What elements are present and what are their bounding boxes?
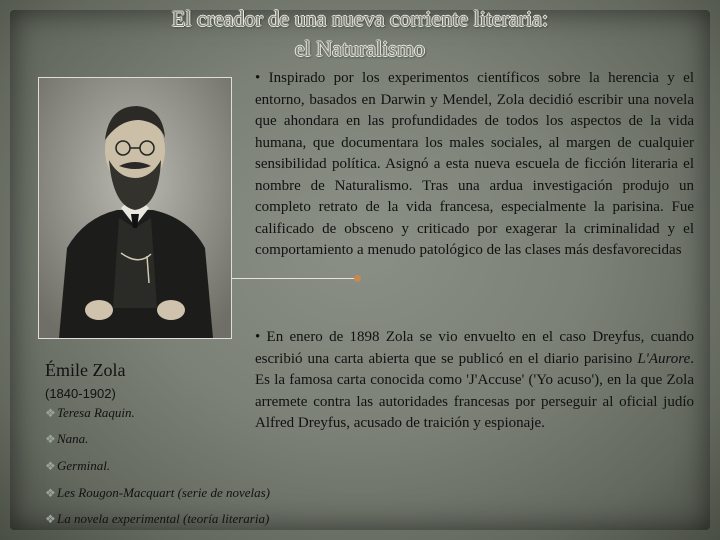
work-item — [45, 431, 88, 447]
work-title: La novela experimental (teoría literaria) — [57, 511, 270, 526]
work-item — [45, 405, 135, 421]
author-dates: (1840-1902) — [45, 386, 116, 401]
title-line-1: El creador de una nueva corriente literaria: — [171, 6, 549, 31]
work-item — [45, 485, 270, 501]
title-line-2: el Naturalismo — [294, 36, 426, 61]
portrait-photo — [38, 77, 232, 339]
work-title: Teresa Raquin. — [57, 405, 135, 420]
author-name: Émile Zola — [45, 360, 126, 380]
work-item — [45, 511, 269, 527]
diamond-bullet-icon: ❖ — [45, 486, 56, 500]
connector-dot — [354, 275, 361, 282]
paragraph-naturalismo: • Inspirado por los experimentos científicos sobre la herencia y el entorno, basados en Darwin y Mendel, Zola decidió escribir una novela que ahondara en las profundidades de todos los aspectos de la vida humana, que documentara los males sociales, al margen de cualquier sensibilidad política. Asignó a esta nueva escuela de ficción literaria el nombre de Naturalismo. Tras una ardua investigación produjo un completo retrato de la vida francesa, especialmente la parisina. Fue calificado de obsceno y criticado por exagerar la criminalidad y el comportamiento a menudo patológico de las clases más desfavorecidas — [255, 70, 694, 258]
work-title: Germinal. — [57, 458, 111, 473]
paragraph-dreyfus-part-a: • En enero de 1898 Zola se vio envuelto en el caso Dreyfus, cuando escribió una carta abierta que se publicó en el diario parisino — [255, 329, 694, 367]
connector-line — [232, 278, 360, 279]
portrait-illustration — [39, 78, 231, 338]
slide-title — [0, 4, 720, 64]
work-title: Nana. — [57, 431, 89, 446]
work-title: Les Rougon-Macquart (serie de novelas) — [57, 485, 271, 500]
diamond-bullet-icon: ❖ — [45, 512, 56, 526]
diamond-bullet-icon: ❖ — [45, 459, 56, 473]
diamond-bullet-icon: ❖ — [45, 432, 56, 446]
paragraph-dreyfus-part-b: . Es la famosa carta conocida como 'J'Accuse' ('Yo acuso'), en la que Zola arremete contra las autoridades francesas por perseguir al oficial judío Alfred Dreyfus, acusado de traición y espionaje. — [255, 350, 694, 431]
diamond-bullet-icon: ❖ — [45, 406, 56, 420]
work-item — [45, 458, 110, 474]
paragraph-dreyfus — [255, 327, 694, 435]
newspaper-name: L'Aurore — [637, 350, 691, 367]
